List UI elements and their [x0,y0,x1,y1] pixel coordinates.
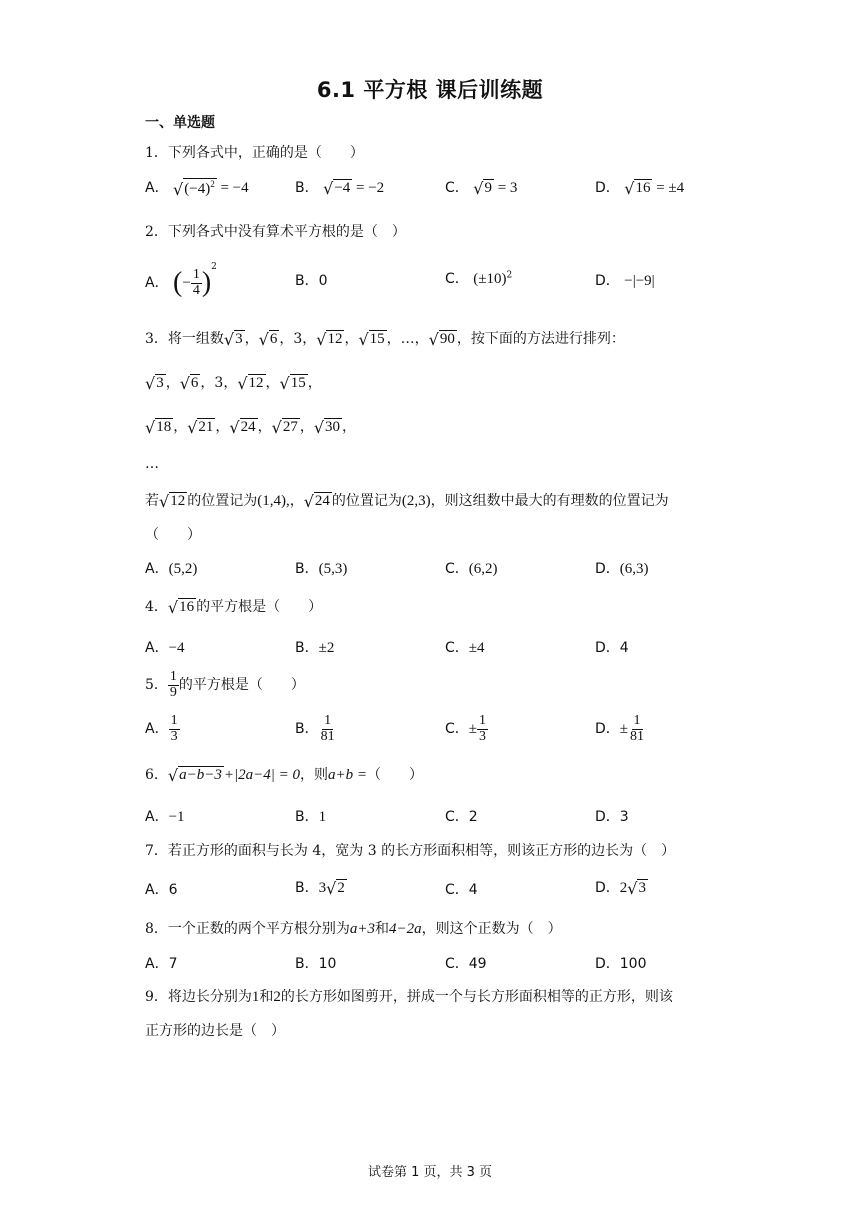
q1-option-a [145,177,249,198]
q4-option-a [145,637,185,657]
q3-row-2: √ 18 ， √ 21 ， √ 24 ， √ 27 ， √ 30 ， [145,417,357,437]
option-label: B． [295,721,319,738]
option-label: D． [595,273,620,289]
option-label: A． [145,275,169,291]
option-label: A． [145,561,169,577]
expr: (5,3) [318,561,348,577]
q1-option-d [595,177,684,197]
q4-stem: 4． √ 16 的平方根是（ ） [145,597,323,617]
q1-stem: 1．下列各式中，正确的是（ ） [145,145,364,161]
text: （ ） [367,767,423,783]
expr: 1 [251,989,260,1005]
text: ， [289,493,304,509]
q3-option-b [295,558,347,578]
expr: (2,3) [401,493,431,509]
option-label: C．49 [445,956,487,972]
text: 的位置记为 [187,493,258,509]
text: 和 [375,921,390,937]
sqrt-expression: √ −4 [323,178,351,198]
option-label: B． [295,180,319,196]
expr: a+3 [349,921,376,937]
q5-option-a: A． $\frac{1}{3}$ [145,713,178,744]
q5-option-c: C．± $\frac{1}{3}$ [445,713,487,744]
section-heading: 一、单选题 [145,115,215,131]
expr: −|−9| [624,273,655,289]
text: 若 [145,493,159,509]
q8-option-a [145,953,177,973]
q5-option-b: B． $\frac{1}{81}$ [295,713,335,744]
expr: −1 [168,809,185,825]
q8-option-c [445,953,487,973]
q6-option-b [295,806,326,826]
expr: (−4) [184,181,211,198]
fraction: $\frac{1}{4}$ [192,266,200,298]
option-label: C．2 [445,809,478,825]
text: 和 [259,989,274,1005]
q2-stem: 2．下列各式中没有算术平方根的是（ ） [145,224,406,240]
q4-option-d [595,637,629,657]
option-label: A． [145,180,169,196]
q8-option-d [595,953,647,973]
expr: ±2 [318,640,335,656]
q7-option-a [145,879,177,899]
option-label: B．0 [295,273,328,289]
option-label: B． [295,809,319,825]
expr: 2 [273,989,281,1005]
expr: a−b−3 [179,767,222,784]
q2-option-a: A． (− $\frac{1}{4}$ )$^2$ [145,262,217,298]
expr: 1 [318,809,327,825]
q6-stem: 6． √ a−b−3 +|2a−4| = 0，则a+b =（ ） [145,765,423,785]
page-footer: 试卷第 1 页，共 3 页 [367,1165,493,1180]
q3-row-1: √ 3 ， √ 6 ，3， √ 12 ， √ 15 ， [145,373,322,393]
expr: a+b = [328,767,367,783]
expr: = −2 [352,180,385,196]
expr: = 3 [493,180,518,196]
q9-stem-line1 [145,986,673,1006]
expr: (1,4), [257,493,290,509]
option-label: D． [595,561,620,577]
expr: 16 [635,180,651,197]
sqrt-expression: √ 9 [473,178,492,198]
option-label: D． [595,880,620,896]
option-label: C． [445,561,469,577]
q2-option-b [295,270,328,290]
option-label: B． [295,880,319,896]
q8-option-b [295,953,336,973]
option-label: A．6 [145,882,178,898]
expr: = −4 [216,180,249,196]
expr: 4−2a [389,921,422,937]
sqrt-expression: √ $(-4)^2$ [173,179,215,199]
option-label: D．4 [595,640,629,656]
q3-paren: （ ） [145,527,201,543]
option-label: C． [445,640,469,656]
q3-stem-text: 3．将一组数 [145,331,224,347]
q4-option-b [295,637,334,657]
text: 的位置记为 [331,493,402,509]
q3-stem-text: ，按下面的方法进行排列： [456,331,625,347]
q7-option-b: B．3 √ 2 [295,878,345,898]
q9-stem-line2: 正方形的边长是（ ） [145,1023,285,1039]
q5-stem: 5． $\frac{1}{9}$ 的平方根是（ ） [145,669,305,700]
q-number: 5． [145,677,168,694]
text: 的平方根是（ ） [178,677,305,694]
q3-option-c [445,558,498,578]
text: ，则 [300,767,328,783]
expr: = ±4 [652,180,685,196]
text: ，则这组数中最大的有理数的位置记为 [430,493,669,509]
q3-row-ellipsis: … [145,456,159,472]
q1-option-b [295,177,384,197]
q-number: 6． [145,767,168,783]
option-label: A．7 [145,956,178,972]
option-label: B． [295,561,319,577]
q3-stem: 3．将一组数 √ 3 ， √ 6 ，3， √ 12 ， √ 15 ，…， √ 90 ，按下面的方法进行排列： [145,329,625,349]
option-label: B． [295,640,319,656]
expr: (5,2) [168,561,198,577]
q6-option-d [595,806,629,826]
option-label: D． [595,180,620,196]
q-number: 4． [145,599,168,615]
q8-stem [145,918,562,938]
expr: +|2a−4| = 0 [223,767,300,783]
q3-option-a [145,558,197,578]
q2-option-c: C． $(\pm 10)^2$ [445,270,513,287]
expr: ±4 [468,640,485,656]
text: 8．一个正数的两个平方根分别为 [145,921,350,937]
expr: −4 [168,640,185,656]
option-label: C． [445,271,469,287]
q1-option-c [445,177,517,197]
q7-option-c [445,879,478,899]
expr: 9 [484,180,492,197]
q7-option-d: D．2 √ 3 [595,878,646,898]
text: ，则这个正数为（ ） [421,921,562,937]
option-label: C． [445,721,469,738]
expr: (±10) [473,271,507,287]
option-label: A． [145,809,169,825]
q6-option-c [445,806,478,826]
expr: (6,3) [619,561,649,577]
q6-option-a [145,806,185,826]
q3-option-d [595,558,649,578]
option-label: C．4 [445,882,478,898]
expr: −4 [334,180,351,197]
option-label: D． [595,721,620,738]
option-label: D．100 [595,956,647,972]
q2-option-d [595,270,655,290]
option-label: A． [145,721,169,738]
page-title: 6.1 平方根 课后训练题 [316,78,544,102]
q3-condition: 若 √ 12 的位置记为(1,4),， √ 24 的位置记为(2,3)，则这组数中最大的有理数的位置记为 [145,491,669,511]
text: 的长方形如图剪开，拼成一个与长方形面积相等的正方形，则该 [280,989,673,1005]
text: 的平方根是（ ） [196,599,323,615]
q5-option-d: D．± $\frac{1}{81}$ [595,713,645,744]
option-label: D．3 [595,809,629,825]
option-label: A． [145,640,169,656]
q4-option-c [445,637,485,657]
q7-stem: 7．若正方形的面积与长为 4，宽为 3 的长方形面积相等，则该正方形的边长为（ ） [145,843,676,859]
option-label: C． [445,180,469,196]
expr: (6,2) [468,561,498,577]
sqrt-expression: √ 16 [624,178,651,198]
option-label: B．10 [295,956,337,972]
text: 9．将边长分别为 [145,989,252,1005]
